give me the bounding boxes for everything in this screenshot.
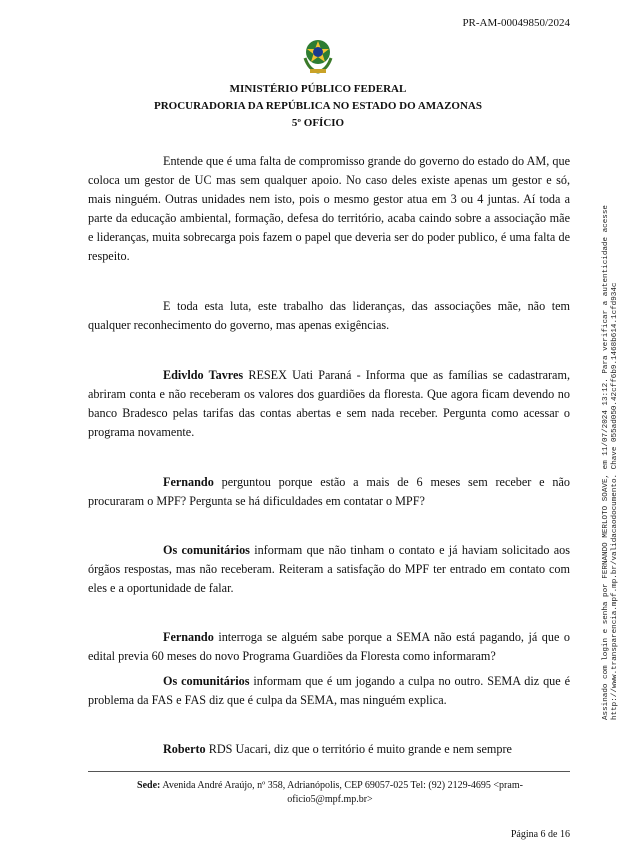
speaker-name: Fernando [163,475,214,489]
paragraph-4: Fernando perguntou porque estão a mais de 6 meses sem receber e não procuraram o MPF? Pergunta se há dificuldades em contatar o MPF? [88,475,570,508]
speaker-name: Os comunitários [163,674,250,688]
coat-of-arms-icon [301,36,335,76]
paragraph-3: Edivldo Tavres RESEX Uati Paraná - Informa que as famílias se cadastraram, abriram conta e não receberam os valores dos guardiões da floresta. Que agora ficam devendo no banco Bradesco pelas tarifas das contas abertas e sem nada receber. Pergunta como acessar o programa novamente. [88,368,570,439]
paragraph-5: Os comunitários informam que não tinham o contato e já haviam solicitado aos órgãos respostas, mas não receberam. Reiteram a satisfação do MPF ter entrado em contato com eles e a oportunidade de falar. [88,543,570,595]
speaker-name: Os comunitários [163,543,250,557]
page-number: Página 6 de 16 [510,829,570,840]
footer-divider [88,771,570,772]
document-id: PR-AM-00049850/2024 [462,17,570,29]
speaker-name: Edivldo Tavres [163,368,244,382]
paragraph-7: Os comunitários informam que é um jogando a culpa no outro. SEMA diz que é problema da FAS e FAS diz que é culpa da SEMA, mas ninguém explica. [88,674,571,707]
office-name: PROCURADORIA DA REPÚBLICA NO ESTADO DO AMAZONAS [154,100,482,112]
paragraph-8: Roberto RDS Uacari, diz que o território é muito grande e nem sempre [163,742,512,756]
paragraph-2: E toda esta luta, este trabalho das lideranças, das associações mãe, não tem qualquer reconhecimento do governo, mas apenas exigências. [88,299,570,332]
paragraph-1: Entende que é uma falta de compromisso grande do governo do estado do AM, que coloca um gestor de UC mas sem qualquer apoio. No caso deles existe apenas um gestor e só, mais ninguém. Outras unidades nem isto, pois o mesmo gestor atua em 3 ou 4 juntas. Aí toda a parte da educação ambiental, formação, defesa do território, acaba caindo sobre a associação mãe e lideranças, muita sobrecarga pois fazem o papel que deveria ser do poder publico, é uma falta de respeito. [88,154,570,263]
paragraph-6: Fernando interroga se alguém sabe porque a SEMA não está pagando, já que o edital previa 60 meses do novo Programa Guardiões da Floresta como informaram? [88,630,570,663]
office-number: 5º OFÍCIO [291,117,345,129]
institution-name: MINISTÉRIO PÚBLICO FEDERAL [229,83,407,95]
footer-address: Sede: Avenida André Araújo, nº 358, Adrianópolis, CEP 69057-025 Tel: (92) 2129-4695 <pram-oficio5@mpf.mp.br> [137,780,523,805]
speaker-name: Roberto [163,742,206,756]
signature-note: Assinado com login e senha por FERNANDO MERLOTO SOAVE, em 11/07/2024 13:12. Para verificar a autenticidade acesse http://www.transparencia.mpf.mp.br/validacaodocumento. Chave 055ad050.42cff6b9.1468b614.1cfd934c [602,205,619,720]
speaker-name: Fernando [163,630,214,644]
